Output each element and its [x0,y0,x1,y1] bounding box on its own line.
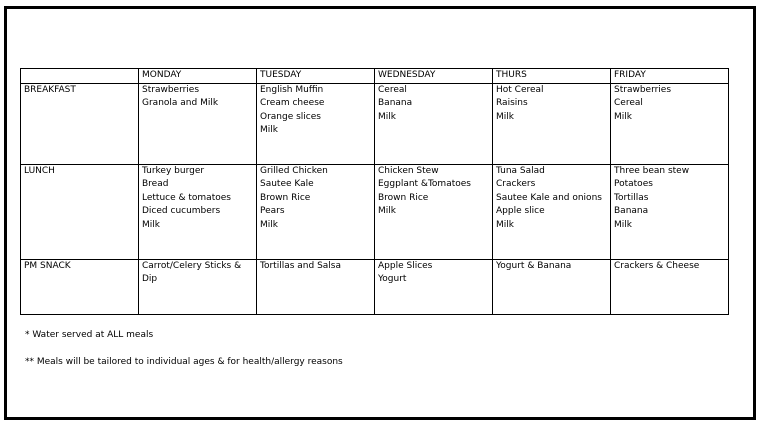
lunch-friday [611,164,729,259]
menu-item: English Muffin [260,84,324,95]
menu-item: Chicken Stew [378,165,439,176]
snack-thursday [493,259,611,314]
menu-item: Milk [378,206,396,216]
lunch-row [21,164,729,259]
header-corner [21,69,139,84]
menu-item: Carrot/Celery Sticks & Dip [142,260,242,284]
menu-item: Milk [142,219,160,230]
menu-item: Cream cheese [260,98,325,108]
menu-item: Grilled Chicken [260,165,328,176]
menu-item: Banana [614,206,649,216]
menu-item: Lettuce & tomatoes [142,192,231,203]
menu-item: Milk [614,219,632,230]
menu-item: Tortillas and Salsa [260,260,341,271]
menu-item: Banana [378,98,413,108]
menu-item: Crackers [496,179,536,189]
lunch-tuesday [257,164,375,259]
menu-item: Three bean stew [614,165,690,176]
header-friday: FRIDAY [611,69,729,84]
menu-item: Milk [378,111,396,122]
breakfast-monday [139,83,257,164]
menu-item: Cereal [614,98,643,108]
menu-item: Brown Rice [378,192,429,203]
menu-item: Yogurt & Banana [496,260,572,271]
menu-item: Milk [614,111,632,122]
tailored-meals-note: ** Meals will be tailored to individual ages & for health/allergy reasons [25,357,343,367]
menu-item: Milk [496,111,514,122]
menu-item: Strawberries [142,84,200,95]
menu-item: Tuna Salad [496,165,545,176]
lunch-thursday [493,164,611,259]
menu-item: Strawberries [614,84,672,95]
snack-tuesday [257,259,375,314]
snack-wednesday [375,259,493,314]
menu-item: Orange slices [260,111,321,122]
breakfast-friday [611,83,729,164]
header-monday: MONDAY [139,69,257,84]
menu-item: Milk [260,125,278,135]
breakfast-row [21,83,729,164]
header-wednesday: WEDNESDAY [375,69,493,84]
menu-item: Sautee Kale [260,179,314,189]
menu-item: Tortillas [614,192,649,203]
snack-friday [611,259,729,314]
pm-snack-row [21,259,729,314]
breakfast-wednesday [375,83,493,164]
menu-item: Apple Slices [378,260,433,271]
menu-item: Eggplant &Tomatoes [378,179,471,189]
menu-item: Brown Rice [260,192,311,203]
meal-label-lunch: LUNCH [21,164,139,259]
snack-monday [139,259,257,314]
menu-item: Milk [496,219,514,230]
menu-item: Turkey burger [142,165,205,176]
menu-item: Yogurt [378,274,407,284]
menu-item: Milk [260,219,278,230]
menu-item: Crackers & Cheese [614,260,700,271]
menu-item: Granola and Milk [142,98,219,108]
menu-item: Potatoes [614,179,653,189]
lunch-wednesday [375,164,493,259]
meal-label-breakfast: BREAKFAST [21,83,139,164]
header-thursday: THURS [493,69,611,84]
menu-item: Raisins [496,98,528,108]
header-row [21,69,729,84]
header-tuesday: TUESDAY [257,69,375,84]
menu-item: Bread [142,179,169,189]
menu-item: Apple slice [496,206,545,216]
menu-item: Pears [260,206,285,216]
menu-item: Cereal [378,84,407,95]
water-note: * Water served at ALL meals [25,330,154,340]
meal-label-pm-snack: PM SNACK [21,259,139,314]
breakfast-thursday [493,83,611,164]
breakfast-tuesday [257,83,375,164]
lunch-monday [139,164,257,259]
menu-item: Hot Cereal [496,84,544,95]
weekly-menu-table [20,68,729,315]
menu-item: Sautee Kale and onions [496,192,602,203]
menu-item: Diced cucumbers [142,206,221,216]
